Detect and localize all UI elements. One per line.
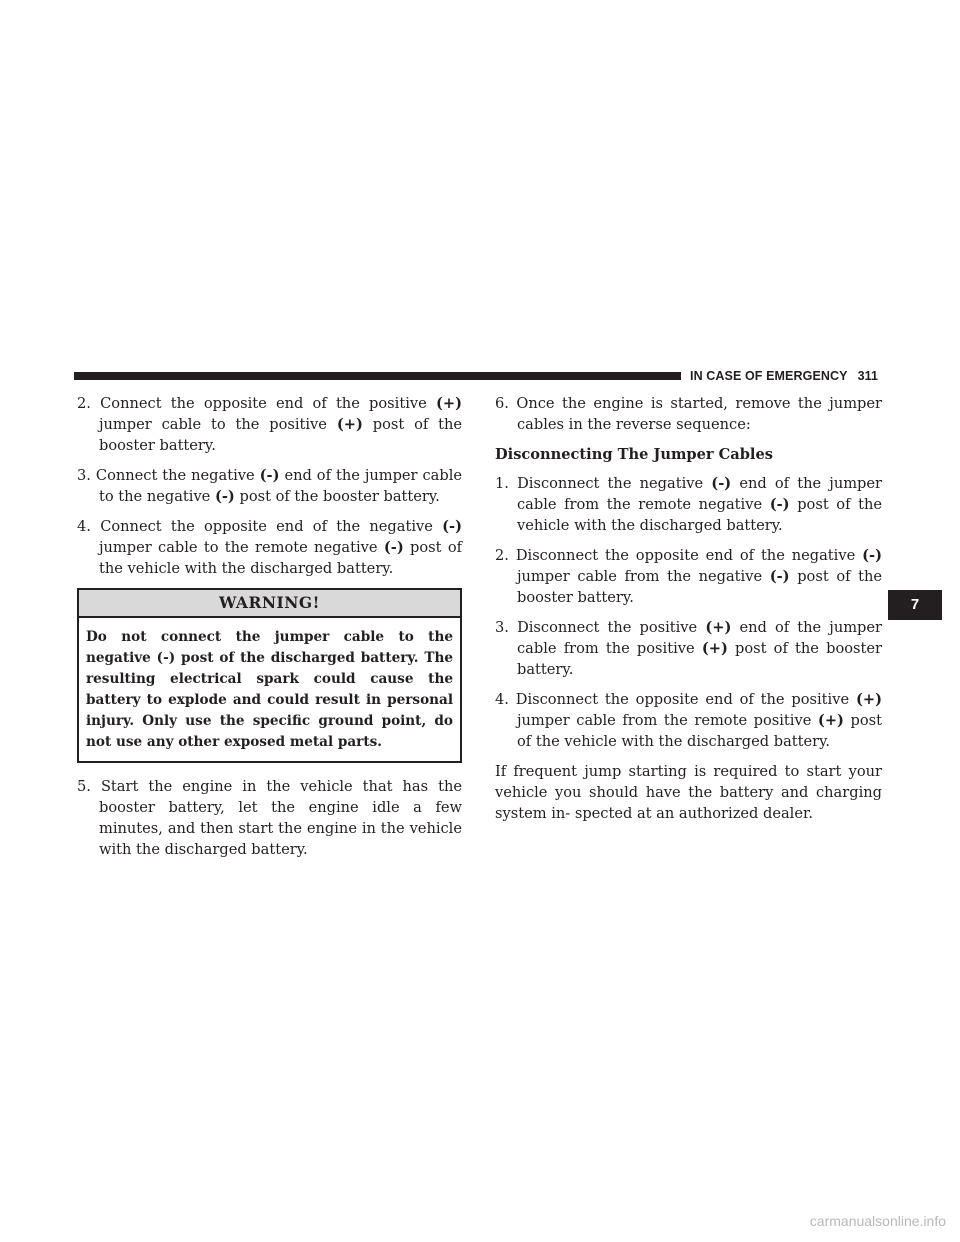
disconnect-step-3: 3. Disconnect the positive (+) end of the jumper cable from the positive (+) post of the booster battery. xyxy=(495,619,883,678)
step-2: 2. Connect the opposite end of the positive (+) jumper cable to the positive (+) post of the booster battery. xyxy=(77,395,463,454)
watermark: carmanualsonline.info xyxy=(809,1213,946,1229)
right-column xyxy=(495,393,882,833)
warning-title: WARNING! xyxy=(79,590,460,618)
closing-paragraph: If frequent jump starting is required to start your vehicle you should have the battery and charging system in- spected at an authorized dealer. xyxy=(495,763,882,822)
disconnect-step-1: 1. Disconnect the negative (-) end of the jumper cable from the remote negative (-) post of the vehicle with the discharged battery. xyxy=(495,475,883,534)
disconnect-step-4: 4. Disconnect the opposite end of the positive (+) jumper cable from the remote positive (+) post of the vehicle with the discharged battery. xyxy=(495,691,883,750)
step-6: 6. Once the engine is started, remove the jumper cables in the reverse sequence: xyxy=(495,395,882,433)
left-column xyxy=(77,393,462,869)
step-4: 4. Connect the opposite end of the negative (-) jumper cable to the remote negative (-) post of the vehicle with the discharged battery. xyxy=(77,518,463,577)
step-5: 5. Start the engine in the vehicle that has the booster battery, let the engine idle a few minutes, and then start the engine in the vehicle with the discharged battery. xyxy=(77,778,462,858)
step-3: 3. Connect the negative (-) end of the jumper cable to the negative (-) post of the booster battery. xyxy=(77,467,463,505)
chapter-tab: 7 xyxy=(888,590,942,620)
subheading: Disconnecting The Jumper Cables xyxy=(495,446,773,463)
page-number: 311 xyxy=(857,369,879,383)
section-title: IN CASE OF EMERGENCY xyxy=(690,369,848,383)
running-header xyxy=(690,369,878,383)
header-rule xyxy=(74,372,681,380)
warning-body: Do not connect the jumper cable to the negative (-) post of the discharged battery. The resulting electrical spark could cause the battery to explode and could result in personal injury. Only use the specific ground point, do not use any other exposed metal parts. xyxy=(86,629,453,750)
disconnect-step-2: 2. Disconnect the opposite end of the negative (-) jumper cable from the negative (-) post of the booster battery. xyxy=(495,547,883,606)
warning-box xyxy=(77,588,462,763)
